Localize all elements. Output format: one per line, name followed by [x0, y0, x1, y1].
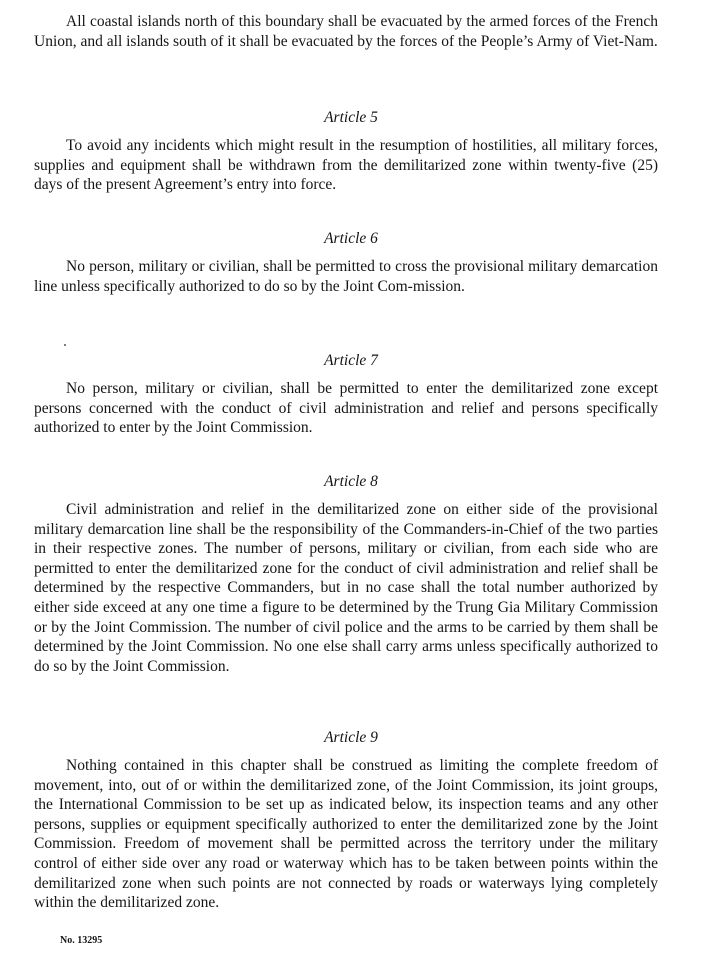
article-5-text: To avoid any incidents which might result in the resumption of hostilities, all military forces, supplies and equipment shall be withdrawn from the demilitarized zone within twenty-five (25) days of the present Agreement’s entry into force.: [34, 137, 658, 194]
article-6-heading: Article 6: [324, 230, 378, 247]
article-5-heading: Article 5: [324, 109, 378, 126]
intro-paragraph: All coastal islands north of this boundary shall be evacuated by the armed forces of the French Union, and all islands south of it shall be evacuated by the forces of the People’s Army of Viet-Nam.: [34, 13, 658, 50]
article-7-text: No person, military or civilian, shall be permitted to enter the demilitarized zone except persons concerned with the conduct of civil administration and relief and persons specifically authorized to enter by the Joint Commission.: [34, 380, 658, 437]
document-number-footer: No. 13295: [60, 935, 103, 946]
scan-speck: [64, 344, 66, 346]
article-9-heading: Article 9: [324, 729, 378, 746]
article-7-heading: Article 7: [324, 352, 378, 369]
article-8-heading: Article 8: [324, 473, 378, 490]
article-9-text: Nothing contained in this chapter shall be construed as limiting the complete freedom of movement, into, out of or within the demilitarized zone, of the Joint Commission, its joint groups, the International Commission to be set up as indicated below, its inspection teams and any other persons, supplies or equipment specifically authorized to enter the demilitarized zone by the Joint Commission. Freedom of movement shall be permitted across the territory under the military control of either side over any road or waterway which has to be taken between points within the demilitarized zone when such points are not connected by roads or waterways lying completely within the demilitarized zone.: [34, 757, 658, 912]
article-8-text: Civil administration and relief in the demilitarized zone on either side of the provisional military demarcation line shall be the responsibility of the Commanders-in-Chief of the two parties in their respective zones. The number of persons, military or civilian, from each side who are permitted to enter the demilitarized zone for the conduct of civil administration and relief shall be determined by the respective Commanders, but in no case shall the total number authorized by either side exceed at any one time a figure to be determined by the Trung Gia Military Commission or by the Joint Commission. The number of civil police and the arms to be carried by them shall be determined by the Joint Commission. No one else shall carry arms unless specifically authorized to do so by the Joint Commission.: [34, 501, 658, 675]
article-6-text: No person, military or civilian, shall be permitted to cross the provisional military demarcation line unless specifically authorized to do so by the Joint Com-mission.: [34, 258, 658, 295]
